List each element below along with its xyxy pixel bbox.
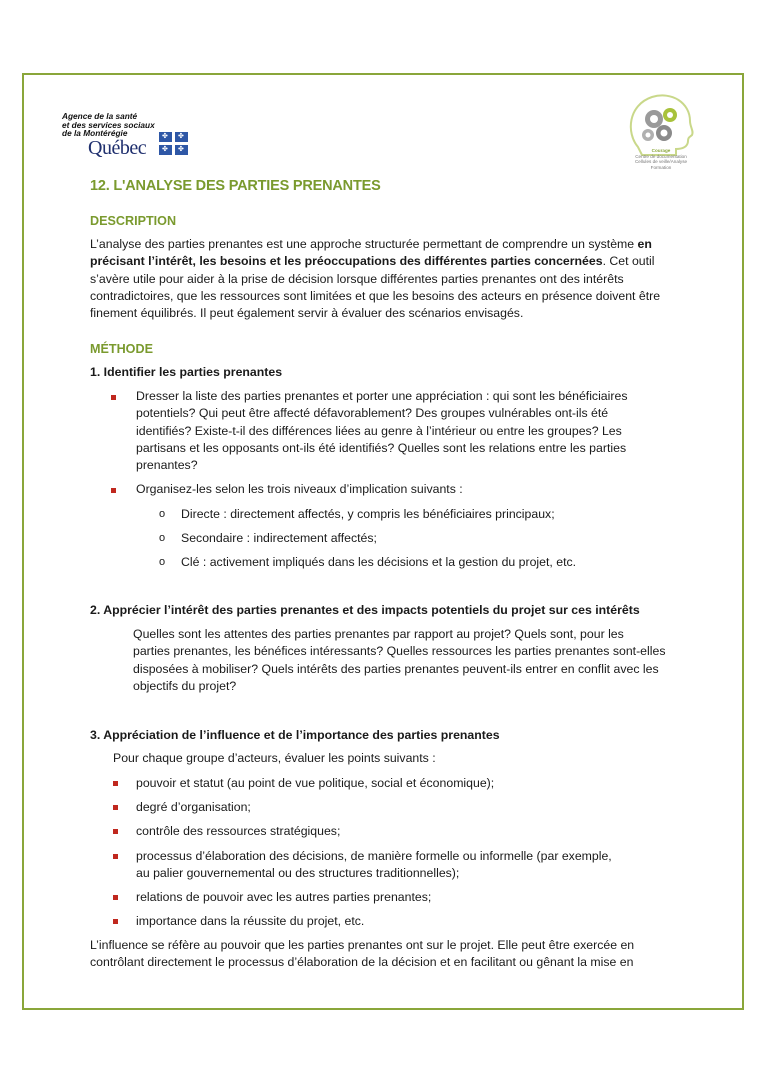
bullet-square-icon — [113, 919, 118, 924]
level-item: Secondaire : indirectement affectés; — [181, 531, 377, 545]
bullet-square-icon — [113, 895, 118, 900]
step1-bullet-2: Organisez-les selon les trois niveaux d’implication suivants : — [136, 482, 463, 496]
step3-intro: Pour chaque groupe d’acteurs, évaluer les points suivants : — [113, 751, 436, 765]
agency-name: Agence de la santé et des services sociaux de la Montérégie — [62, 111, 155, 139]
list-item: relations de pouvoir avec les autres parties prenantes; — [136, 890, 432, 904]
bullet-square-icon — [111, 395, 116, 400]
bullet-circle-icon: o — [159, 508, 166, 520]
level-item: Directe : directement affectés, y compris les bénéficiaires principaux; — [181, 507, 555, 521]
list-item: pouvoir et statut (au point de vue politique, social et économique); — [136, 776, 495, 790]
step3-title: 3. Appréciation de l’influence et de l’importance des parties prenantes — [90, 728, 500, 742]
agency-logo — [62, 112, 192, 162]
methode-heading: MÉTHODE — [90, 342, 153, 356]
step1-title: 1. Identifier les parties prenantes — [90, 365, 283, 379]
page-title: 12. L'ANALYSE DES PARTIES PRENANTES — [90, 178, 381, 194]
list-item: processus d’élaboration des décisions, de manière formelle ou informelle (par exemple, au palier gouvernemental ou des structures traditionnelles); — [136, 849, 612, 881]
list-item: contrôle des ressources stratégiques; — [136, 824, 341, 838]
description-paragraph: L’analyse des parties prenantes est une approche structurée permettant de comprendre un système en précisant l’intérêt, les besoins et les préoccupations des différentes parties concernées. Cet outil s’avère utile pour aider à la prise de décision lorsque différentes parties prenantes ont des intérêts contradictoires, que les ressources sont limitées et que les besoins des acteurs en présence doivent être finement équilibrés. Il peut également servir à évaluer des scénarios envisagés. — [90, 237, 661, 321]
list-item: importance dans la réussite du projet, etc. — [136, 914, 365, 928]
bullet-circle-icon: o — [159, 532, 166, 544]
step1-bullet-1: Dresser la liste des parties prenantes et porter une appréciation : qui sont les bénéficiaires potentiels? Qui peut être affecté défavorablement? Des groupes vulnérables ont-ils été identifiés? Existe-t-il des différences liées au genre à l’intérieur ou entre les groupes? Les partisans et les opposants ont-ils été identifiés? Quelles sont les relations entre les parties prenantes? — [136, 389, 628, 473]
quebec-wordmark: Québec — [88, 137, 147, 159]
influence-paragraph: L’influence se réfère au pouvoir que les parties prenantes ont sur le projet. Elle peut être exercée en contrôlant directement le processus d’élaboration de la décision et en facilitant ou gênant la mise en — [90, 938, 635, 970]
courage-logo-text: Courage Centre de documentation Cellules de veille/Analyse Formation — [634, 148, 688, 170]
bullet-square-icon — [113, 781, 118, 786]
bullet-square-icon — [113, 854, 118, 859]
bullet-square-icon — [111, 488, 116, 493]
step2-title: 2. Apprécier l’intérêt des parties prenantes et des impacts potentiels du projet sur ces intérêts — [90, 603, 640, 617]
description-heading: DESCRIPTION — [90, 214, 177, 228]
quebec-flag-icon: ✤ ✤ ✤ ✤ — [159, 132, 188, 155]
bullet-circle-icon: o — [159, 556, 166, 568]
bullet-square-icon — [113, 829, 118, 834]
list-item: degré d’organisation; — [136, 800, 251, 814]
step2-paragraph: Quelles sont les attentes des parties prenantes par rapport au projet? Quels sont, pour les parties prenantes, les bénéfices intéressants? Quelles ressources les parties prenantes sont-elles disposées à mobiliser? Quels intérêts des parties prenantes peuvent-ils entrer en conflit avec les objectifs du projet? — [133, 627, 666, 693]
level-item: Clé : activement impliqués dans les décisions et la gestion du projet, etc. — [181, 555, 577, 569]
bullet-square-icon — [113, 805, 118, 810]
